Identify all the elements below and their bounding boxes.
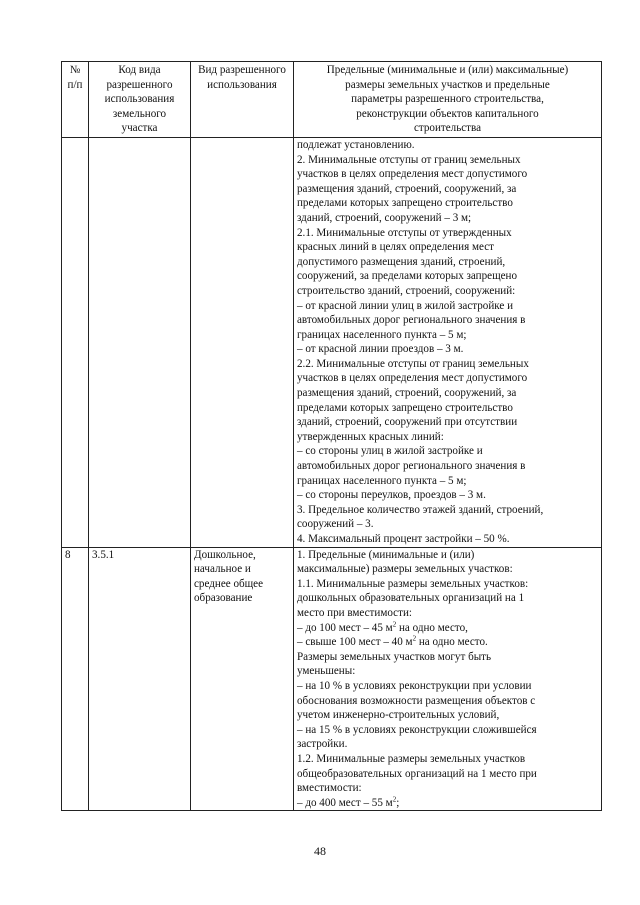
text-line: – на 10 % в условиях реконструкции при условии — [297, 679, 532, 692]
text-line: пределами которых запрещено строительство — [297, 197, 513, 210]
text-line: использования — [104, 93, 175, 106]
text-line: зданий, строений, сооружений при отсутствии — [297, 416, 518, 429]
cell-code — [89, 137, 191, 547]
text-line: участка — [121, 122, 158, 135]
parameter-line: – свыше 100 мест – 40 $м^2$ на одно место. — [297, 634, 488, 649]
text-line: № — [69, 64, 81, 76]
table-row — [62, 137, 602, 547]
header-parameters — [294, 62, 602, 138]
text-line: строительство зданий, строений, сооружений: — [297, 284, 516, 297]
text-line: – на 15 % в условиях реконструкции сложившейся — [297, 723, 537, 736]
text-line: строительства — [413, 122, 482, 135]
text-line: – со стороны улиц в жилой застройке и — [297, 445, 483, 458]
cell-parameters — [294, 547, 602, 811]
text-line: – от красной линии проездов – 3 м. — [297, 343, 464, 356]
text-line: Вид разрешенного — [198, 64, 286, 76]
header-number — [62, 62, 89, 138]
text-line: образование — [194, 592, 253, 605]
text-line: земельного — [112, 107, 167, 120]
text-line: пределами которых запрещено строительство — [297, 401, 513, 414]
regulations-table — [61, 61, 602, 811]
text-line: общеобразовательных организаций на 1 место при — [297, 767, 537, 780]
text-line: – со стороны переулков, проездов – 3 м. — [297, 489, 486, 502]
text-line: 1.1. Минимальные размеры земельных участков: — [297, 577, 529, 590]
text-line: границах населенного пункта – 5 м; — [297, 328, 467, 341]
text-line: зданий, строений, сооружений – 3 м; — [297, 211, 472, 224]
text-line: границах населенного пункта – 5 м; — [297, 474, 467, 487]
parameters-block-a — [297, 548, 598, 621]
cell-parameters — [294, 137, 602, 547]
text-line: размещения зданий, строений, сооружений, за — [297, 182, 517, 195]
text-line: п/п — [67, 78, 83, 91]
text-line: участков в целях определения мест допустимого — [297, 168, 528, 181]
text-line: сооружений, за пределами которых запрещено — [297, 270, 518, 283]
text-line: застройки. — [297, 738, 348, 751]
text-line: 2.1. Минимальные отступы от утвержденных — [297, 226, 512, 239]
text-line: участков в целях определения мест допустимого — [297, 372, 528, 385]
text-line: 3. Предельное количество этажей зданий, строений, — [297, 503, 544, 516]
page-number: 48 — [314, 844, 326, 858]
cell-code: 3.5.1 — [89, 547, 191, 811]
text-line: автомобильных дорог регионального значения в — [297, 460, 526, 473]
text-line: 1. Предельные (минимальные и (или) — [297, 548, 475, 561]
header-kind — [191, 62, 294, 138]
cell-number: 8 — [62, 547, 89, 811]
text-line: использования — [207, 78, 277, 91]
table-header-row — [62, 62, 602, 138]
text-line: среднее общее — [194, 577, 264, 590]
text-line: начальное и — [194, 563, 251, 576]
text-line: – от красной линии улиц в жилой застройке и — [297, 299, 514, 312]
text-line: обоснования возможности размещения объектов с — [297, 694, 536, 707]
text-line: сооружений – 3. — [297, 518, 374, 531]
cell-number — [62, 137, 89, 547]
text-line: размеры земельных участков и предельные — [345, 78, 550, 91]
text-line: максимальные) размеры земельных участков: — [297, 563, 513, 576]
text-line: 2.2. Минимальные отступы от границ земельных — [297, 357, 529, 370]
text-line: красных линий в целях определения мест — [297, 241, 494, 254]
text-line: дошкольных образовательных организаций на 1 — [297, 592, 525, 605]
text-line: 4. Максимальный процент застройки – 50 %. — [297, 533, 510, 545]
cell-kind — [191, 137, 294, 547]
text-line: размещения зданий, строений, сооружений, за — [297, 387, 517, 400]
header-code — [89, 62, 191, 138]
text-line: подлежат установлению. — [297, 138, 415, 151]
text-line: уменьшены: — [297, 665, 356, 678]
text-line: место при вместимости: — [297, 606, 412, 619]
parameter-line: – до 400 мест – 55 $м^2$; — [297, 795, 400, 809]
text-line: допустимого размещения зданий, строений, — [297, 255, 506, 268]
text-line: Предельные (минимальные и (или) максимальные) — [326, 64, 569, 76]
text-line: разрешенного — [106, 78, 173, 91]
table-row — [62, 547, 602, 811]
text-line: Код вида — [118, 64, 161, 76]
text-line: параметры разрешенного строительства, — [351, 93, 544, 106]
text-line: утвержденных красных линий: — [297, 430, 444, 443]
text-line: вместимости: — [297, 782, 362, 795]
parameter-line: – до 100 мест – 45 $м^2$ на одно место, — [297, 619, 468, 634]
text-line: 1.2. Минимальные размеры земельных участков — [297, 752, 526, 765]
text-line: автомобильных дорог регионального значения в — [297, 314, 526, 327]
text-line: учетом инженерно-строительных условий, — [297, 709, 500, 722]
parameters-block-b — [297, 650, 598, 796]
text-line: Дошкольное, — [194, 548, 256, 561]
cell-kind — [191, 547, 294, 811]
text-line: 2. Минимальные отступы от границ земельных — [297, 153, 521, 166]
text-line: Размеры земельных участков могут быть — [297, 650, 492, 663]
text-line: реконструкции объектов капитального — [356, 107, 539, 120]
